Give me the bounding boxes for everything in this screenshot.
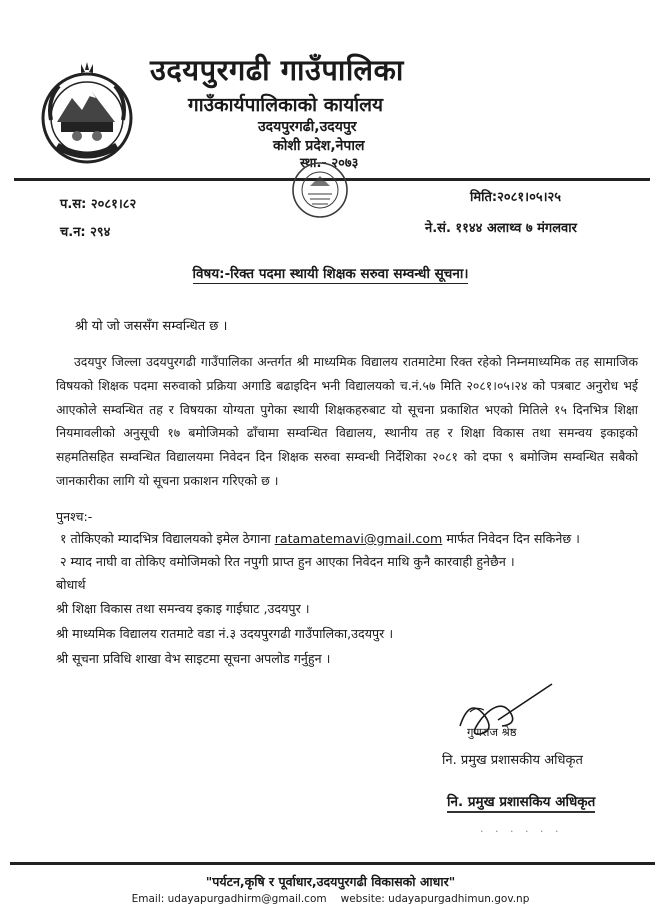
letter-number: प.स: २०८१।८२: [60, 197, 137, 212]
postscript-item-1-suffix: मार्फत निवेदन दिन सकिनेछ ।: [446, 531, 580, 546]
signatory-name: गुणराज श्रेष्ठ: [467, 725, 517, 739]
postscript-item-1: [60, 530, 580, 547]
organization-name: उदयपुरगढी गाउँपालिका: [150, 53, 404, 87]
province-line: कोशी प्रदेश,नेपाल: [273, 138, 365, 154]
footer-divider: [10, 862, 655, 865]
salutation: श्री यो जो जससँग सम्वन्धित छ ।: [75, 319, 228, 334]
faint-marks: · · · · · ·: [480, 825, 563, 838]
notice-subject: [0, 264, 661, 282]
established-year: स्था.- २०७३: [300, 156, 359, 171]
officer-seal-title: नि. प्रमुख प्रशासकिय अधिकृत: [447, 792, 595, 813]
footer-email: Email: udayapurgadhirm@gmail.com: [131, 893, 327, 905]
postscript-item-1-text: १ तोकिएको म्यादभित्र विद्यालयको इमेल ठेगाना: [60, 531, 271, 546]
office-stamp: [286, 160, 354, 222]
signatory-title: नि. प्रमुख प्रशासकीय अधिकृत: [442, 753, 583, 768]
postscript-item-2: २ म्याद नाघी वा तोकिए वमोजिमको रित नपुगी प्राप्त हुन आएका निवेदन माथि कुनै कारवाही हुनेछैन ।: [60, 554, 515, 569]
office-name: गाउँकार्यपालिकाको कार्यालय: [188, 94, 384, 116]
address-line: उदयपुरगढी,उदयपुर: [258, 119, 357, 135]
nepal-sambat-date: ने.सं. ११४४ अलाथ्व ७ मंगलवार: [425, 221, 577, 236]
postscript-heading: पुनश्च:-: [56, 509, 93, 524]
footer-website: website: udayapurgadhimun.gov.np: [340, 893, 530, 905]
school-email-link[interactable]: ratamatemavi@gmail.com: [274, 531, 443, 546]
dispatch-number: च.न: २९४: [60, 225, 111, 240]
footer-motto: "पर्यटन,कृषि र पूर्वाधार,उदयपुरगढी विकासको आधार": [205, 874, 456, 889]
notice-body: उदयपुर जिल्ला उदयपुरगढी गाउँपालिका अन्तर्गत श्री माध्यमिक विद्यालय रातमाटेमा रिक्त रहेको निम्नमाध्यमिक तह सामाजिक विषयको शिक्षक पदमा सरुवाको प्रक्रिया अगाडि बढाइदिन भनी विद्यालयको च.नं.५७ मिति २०८१।०५।२४ को पत्रबाट अनुरोध भई आएकोले सम्वन्धित तह र विषयका योग्यता पुगेका स्थायी शिक्षकहरुबाट यो सूचना प्रकाशित भएको मितिले १५ दिनभित्र शिक्षा नियमावलीको अनुसूची १७ बमोजिमको ढाँचामा सम्वन्धित विद्यालय, स्थानीय तह र शिक्षा विकास तथा समन्वय इकाइको सहमतिसहित सम्वन्धित विद्यालयमा निवेदन दिन शिक्षक सरुवा सम्वन्धी निर्देशिका २०८१ को दफा ९ बमोजिम सम्वन्धित सबैको जानकारीका लागि यो सूचना प्रकाशन गरिएको छ ।: [56, 354, 638, 488]
municipality-emblem-logo: [37, 60, 137, 168]
letter-date: मिति:२०८१।०५।२५: [470, 190, 562, 205]
cc-heading: बोधार्थ: [56, 577, 86, 592]
subject-text: विषय:-रिक्त पदमा स्थायी शिक्षक सरुवा सम्वन्धी सूचना।: [192, 266, 469, 282]
footer-contact: [0, 893, 661, 905]
cc-item: श्री शिक्षा विकास तथा समन्वय इकाइ गाईघाट ,उदयपुर ।: [56, 601, 310, 616]
cc-item: श्री सूचना प्रविधि शाखा वेभ साइटमा सूचना अपलोड गर्नुहुन ।: [56, 651, 331, 666]
cc-item: श्री माध्यमिक विद्यालय रातमाटे वडा नं.३ उदयपुरगढी गाउँपालिका,उदयपुर ।: [56, 626, 394, 641]
